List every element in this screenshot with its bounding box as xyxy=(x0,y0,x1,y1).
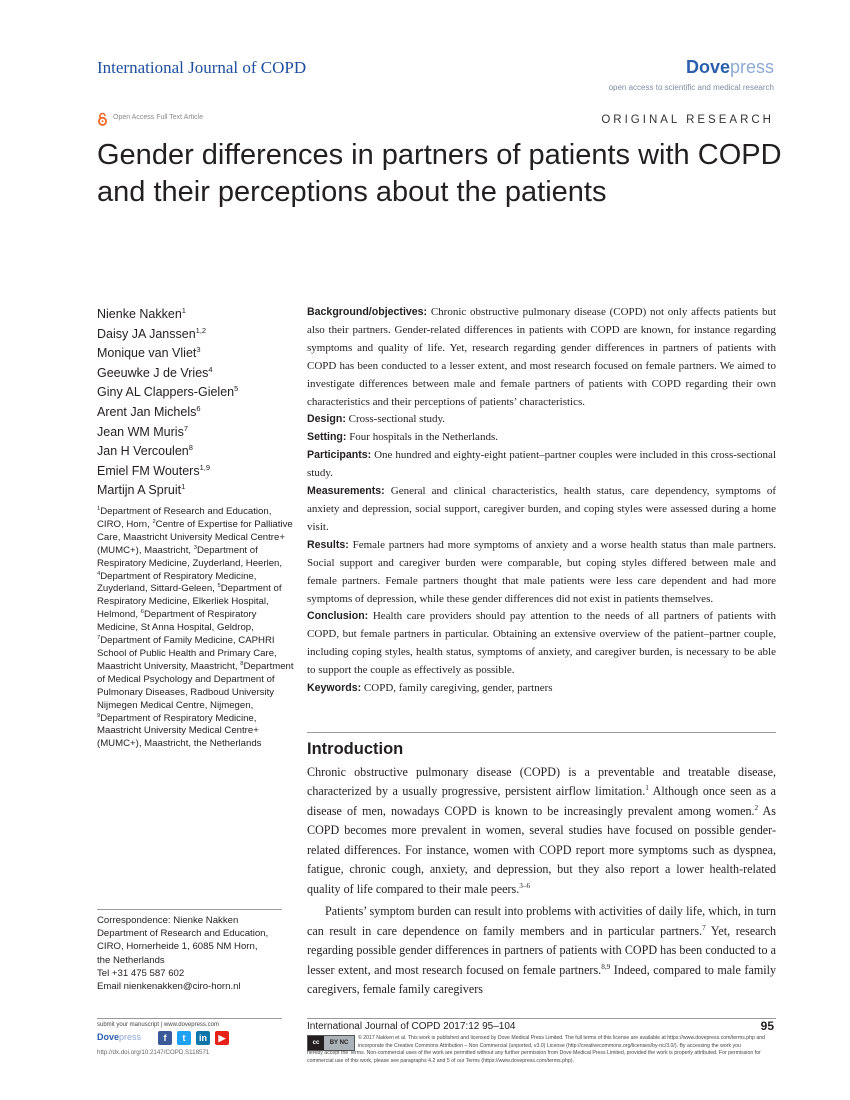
correspondence xyxy=(97,914,297,993)
abstract-section-text: General and clinical characteristics, health status, care dependency, symptoms of anxiety and depression, social support, caregiver burden, and coping styles were assessed during a home visit. xyxy=(307,485,776,533)
intro-text: Although once seen as a disease of men, nowadays COPD is known to be increasingly prevalent among women. xyxy=(307,784,776,818)
doi-link[interactable]: http://dx.doi.org/10.2147/COPD.S118571 xyxy=(97,1049,210,1056)
introduction-paragraph xyxy=(307,902,776,999)
article-title: Gender differences in partners of patients with COPD and their perceptions about the patients xyxy=(97,139,782,208)
author-name xyxy=(97,305,297,325)
author-name-text: Nienke Nakken xyxy=(97,307,182,321)
affiliation-number: 6 xyxy=(140,609,144,616)
social-links xyxy=(158,1031,229,1045)
correspondence-email[interactable]: Email nienkenakken@ciro-horn.nl xyxy=(97,981,241,993)
abstract-section-text: COPD, family caregiving, gender, partners xyxy=(361,682,553,695)
introduction-heading: Introduction xyxy=(307,740,404,758)
citation-ref[interactable]: 2 xyxy=(754,803,759,812)
author-name xyxy=(97,462,297,482)
affiliation-number: 3 xyxy=(193,544,197,551)
citation-ref[interactable]: 3–6 xyxy=(519,881,531,890)
affiliation-number: 5 xyxy=(217,583,221,590)
author-affiliation-ref: 1,2 xyxy=(195,325,207,335)
footer-divider-left xyxy=(97,1018,282,1019)
author-affiliation-ref: 1,9 xyxy=(199,462,211,472)
author-name xyxy=(97,442,297,462)
correspondence-line: Tel +31 475 587 602 xyxy=(97,967,185,979)
affiliation-text: Department of Research and Education, CIRO, Horn, xyxy=(97,506,272,530)
intro-text: As COPD becomes more prevalent in women, several studies have focused on possible gender-related differences. For instance, women with COPD report more symptoms such as dyspnea, fatigue, chronic cough, anxiety, and depression, but they also report a lower health-related quality of life compared to their male peers. xyxy=(307,803,776,896)
affiliation-text: Department of Respiratory Medicine, Elkerliek Hospital, Helmond, xyxy=(97,583,282,621)
abstract-section-label: Measurements: xyxy=(307,485,385,498)
correspondence-line: CIRO, Hornerheide 1, 6085 NM Horn, xyxy=(97,941,258,953)
open-access-icon xyxy=(97,112,108,126)
affiliation-number: 9 xyxy=(97,712,101,719)
abstract-section-label: Participants: xyxy=(307,449,372,462)
author-name xyxy=(97,481,297,501)
abstract-section-text: Health care providers should pay attention to the needs of all partners of patients with COPD, but female partners in particular. Obtaining an extensive overview of the patient–partner couple, including coping styles, health status, symptoms of anxiety, and caregiver burden, is necessary to be able to support the couple as effectively as possible. xyxy=(307,610,776,677)
affiliation-text: Department of Family Medicine, CAPHRI School of Public Health and Primary Care, Maastricht University, Maastricht, xyxy=(97,635,277,672)
license-text: © 2017 Nakken et al. This work is published and licensed by Dove Medical Press Limited. The full terms of this license are available at https://www.dovepress.com/terms.php and incorporate the Creative Commons Attribution – Non Commercial (unported, v3.0) License (http://creativecommons.org/licenses/by-nc/3.0/). By accessing the work you xyxy=(358,1035,766,1049)
author-list xyxy=(97,305,297,501)
author-name xyxy=(97,383,297,403)
introduction-paragraph xyxy=(307,763,776,899)
author-name-text: Arent Jan Michels xyxy=(97,404,197,419)
author-name xyxy=(97,403,297,423)
author-name-text: Jean WM Muris xyxy=(97,424,184,439)
abstract-section xyxy=(307,304,776,411)
twitter-icon[interactable]: t xyxy=(177,1031,191,1045)
citation-ref[interactable]: 8,9 xyxy=(601,962,611,971)
intro-text: Indeed, compared to male family caregivers, female family caregivers xyxy=(307,962,777,996)
citation-ref[interactable]: 1 xyxy=(645,784,649,793)
footer-logo-dove: Dove xyxy=(97,1032,120,1042)
abstract xyxy=(307,304,776,698)
abstract-section xyxy=(307,429,776,447)
correspondence-line: Department of Research and Education, xyxy=(97,928,269,940)
author-name xyxy=(97,325,297,345)
author-name xyxy=(97,423,297,443)
abstract-section-label: Conclusion: xyxy=(307,610,369,623)
journal-citation: International Journal of COPD 2017:12 95–104 xyxy=(307,1021,516,1032)
publisher-logo-dove: Dove xyxy=(685,57,730,77)
license-text-continued: hereby accept the Terms. Non-commercial uses of the work are permitted without any further permission from Dove Medical Press Limited, provided the work is properly attributed. For permission for commercial use of this work, please see paragraphs 4.2 and 5 of our Terms (https://www.dovepress.com/terms.php). xyxy=(307,1050,761,1064)
author-name-text: Martijn A Spruit xyxy=(97,483,182,498)
affiliation-text: Department of Respiratory Medicine, St Anna Hospital, Geldrop, xyxy=(97,609,257,634)
affiliations xyxy=(97,506,297,751)
affiliation-number: 7 xyxy=(97,634,101,641)
affiliation-number: 1 xyxy=(97,505,101,512)
youtube-icon[interactable]: ▶ xyxy=(215,1031,229,1045)
publisher-logo[interactable] xyxy=(686,57,774,78)
intro-text: Yet, research regarding possible gender differences in partners of patients with COPD has been conducted to a lesser extent, and most research focused on female partners. xyxy=(307,923,776,977)
author-affiliation-ref: 3 xyxy=(196,345,201,355)
author-name-text: Emiel FM Wouters xyxy=(97,463,200,478)
abstract-section-label: Design: xyxy=(307,413,346,426)
author-affiliation-ref: 6 xyxy=(196,403,201,413)
abstract-section-label: Background/objectives: xyxy=(307,306,428,318)
linkedin-icon[interactable]: in xyxy=(196,1031,210,1045)
abstract-section xyxy=(307,411,776,429)
author-affiliation-ref: 5 xyxy=(234,384,239,394)
author-affiliation-ref: 7 xyxy=(183,423,188,433)
footer-logo-press: press xyxy=(119,1032,142,1042)
abstract-section xyxy=(307,608,776,680)
affiliation-text: Department of Respiratory Medicine, Zuyderland, Sittard-Geleen, xyxy=(97,570,257,595)
footer-divider-right xyxy=(307,1018,776,1019)
author-affiliation-ref: 4 xyxy=(208,364,213,374)
author-name-text: Monique van Vliet xyxy=(97,346,197,361)
affiliation-number: 8 xyxy=(240,660,244,667)
abstract-section xyxy=(307,537,776,609)
author-name-text: Daisy JA Janssen xyxy=(97,326,196,341)
affiliation xyxy=(97,713,261,750)
author-name xyxy=(97,364,297,384)
author-affiliation-ref: 1 xyxy=(181,482,186,492)
author-name-text: Geeuwke J de Vries xyxy=(97,365,209,380)
abstract-section xyxy=(307,447,776,483)
intro-text: Chronic obstructive pulmonary disease (COPD) is a preventable and treatable disease, characterized by a usually progressive, persistent airflow limitation. xyxy=(307,765,776,799)
open-access-label: Open Access Full Text Article xyxy=(113,114,204,121)
abstract-section-label: Setting: xyxy=(307,431,347,444)
abstract-section xyxy=(307,680,776,698)
correspondence-line: the Netherlands xyxy=(97,954,165,966)
introduction-body xyxy=(307,763,776,999)
page-number: 95 xyxy=(760,1019,774,1033)
affiliation-text: Department of Respiratory Medicine, Zuyderland, Heerlen, xyxy=(97,544,283,569)
abstract-section xyxy=(307,483,776,537)
abstract-section-text: One hundred and eighty-eight patient–partner couples were included in this cross-sectional study. xyxy=(307,449,776,480)
affiliation-number: 4 xyxy=(97,570,101,577)
abstract-section-text: Cross-sectional study. xyxy=(345,413,446,426)
author-affiliation-ref: 8 xyxy=(188,443,193,452)
publisher-logo-press: press xyxy=(729,57,774,77)
abstract-section-text: Female partners had more symptoms of anxiety and a worse health status than male partners. Social support and caregiver burden were comparable, but coping styles differed between male and female partners. Female partners thought that male patients were less care dependent and had more symptoms of depression, while these gender differences did not exist in patients themselves. xyxy=(307,538,776,605)
abstract-section-label: Results: xyxy=(307,538,349,551)
publisher-tagline: open access to scientific and medical research xyxy=(608,83,774,92)
citation-ref[interactable]: 7 xyxy=(702,923,706,932)
footer-publisher-logo[interactable] xyxy=(97,1032,141,1042)
abstract-section-text: Chronic obstructive pulmonary disease (COPD) not only affects patients but also their partners. Gender-related differences in patients with COPD are known, for instance regarding symptoms and quality of life. Yet, research regarding gender differences in partners of patients with COPD has been conducted to a lesser extent, and most research focused on female partners. We aimed to investigate differences between male and female partners of patients with COPD regarding their own characteristics and their perceptions of patients’ characteristics. xyxy=(307,306,776,408)
abstract-section-text: Four hospitals in the Netherlands. xyxy=(346,431,498,444)
author-name-text: Giny AL Clappers-Gielen xyxy=(97,385,235,400)
author-affiliation-ref: 1 xyxy=(181,305,186,315)
cc-icon: cc xyxy=(308,1036,324,1050)
submit-manuscript-link[interactable]: submit your manuscript | www.dovepress.com xyxy=(97,1022,219,1028)
creative-commons-badge[interactable] xyxy=(307,1035,355,1051)
abstract-section-label: Keywords: xyxy=(307,682,362,695)
affiliation-text: Department of Respiratory Medicine, Maastricht University Medical Centre+ (MUMC+), Maastricht, the Netherlands xyxy=(97,712,262,750)
correspondence-divider xyxy=(97,909,282,910)
introduction-divider xyxy=(307,732,776,733)
journal-title: International Journal of COPD xyxy=(97,58,307,77)
intro-text: Patients’ symptom burden can result into problems with activities of daily life, which, in turn can result in care dependence on family members and in particular partners. xyxy=(307,904,776,938)
affiliation-text: Centre of Expertise for Palliative Care, Maastricht University Medical Centre+ (MUMC+), Maastricht, xyxy=(97,518,293,556)
author-name-text: Jan H Vercoulen xyxy=(97,444,189,459)
facebook-icon[interactable]: f xyxy=(158,1031,172,1045)
correspondence-line: Correspondence: Nienke Nakken xyxy=(97,915,239,926)
by-nc-icon: BY NC xyxy=(324,1036,354,1050)
article-type: ORIGINAL RESEARCH xyxy=(601,114,774,126)
affiliation-text: Department of Medical Psychology and Department of Pulmonary Diseases, Radboud University Nijmegen Medical Centre, Nijmegen, xyxy=(97,660,294,711)
author-name xyxy=(97,344,297,364)
affiliation-number: 2 xyxy=(152,518,156,525)
